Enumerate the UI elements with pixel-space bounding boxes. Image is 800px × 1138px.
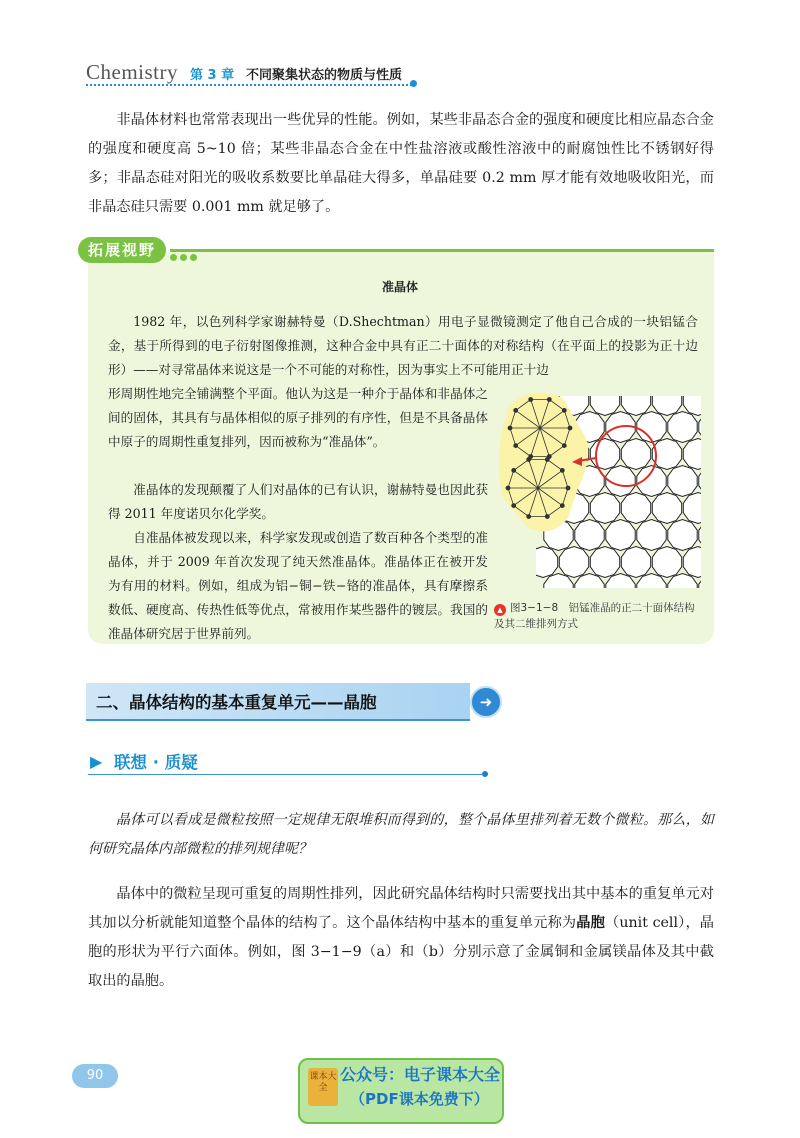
- header-rule-dot: [410, 80, 417, 87]
- think-rule: [88, 774, 488, 775]
- tiling-decagon: [559, 547, 588, 578]
- tiling-decagon: [621, 439, 650, 470]
- watermark-line-1: 公众号：电子课本大全: [340, 1065, 501, 1084]
- extension-rule: [170, 249, 714, 252]
- tiling-decagon: [668, 412, 697, 443]
- figure-caption-text: 图3−1−8 铝锰准晶的正二十面体结构及其二维排列方式: [494, 602, 695, 630]
- quasicrystal-figure: [498, 378, 703, 588]
- icosahedron-vertex: [514, 408, 518, 412]
- icosahedron-vertex: [545, 458, 549, 462]
- think-rule-dot: [482, 771, 488, 777]
- tiling-decagon: [652, 493, 681, 524]
- extension-paragraph-2: 准晶体的发现颠覆了人们对晶体的已有认识，谢赫特曼也因此获得 2011 年度诺贝尔化学奖。: [108, 482, 488, 521]
- extension-paragraph-3: 自准晶体被发现以来，科学家发现或创造了数百种各个类型的准晶体，并于 2009 年首次发现了纯天然准晶体。准晶体正在被开发为有用的材料。例如，组成为铝−铜−铁−铬的准晶体，具有摩擦系数低、硬度高、传热性低等优点，常被用作某些器件的镀层。我国的准晶体研究居于世界前列。: [108, 530, 488, 641]
- intro-paragraph: 非晶体材料也常常表现出一些优异的性能。例如，某些非晶态合金的强度和硬度比相应晶态合金的强度和硬度高 5~10 倍；某些非晶态合金在中性盐溶液或酸性溶液中的耐腐蚀性比不锈钢好得多；非晶态硅对阳光的吸收系数要比单晶硅大得多，单晶硅要 0.2 mm 厚才能有效地吸收阳光，而非晶态硅只需要 0.001 mm 就足够了。: [88, 112, 714, 215]
- tiling-decagon: [683, 439, 703, 470]
- extension-dots: [170, 246, 200, 265]
- play-arrow-icon: ▶: [90, 752, 103, 771]
- icosahedron-vertex: [527, 515, 531, 519]
- icosahedron-vertex: [545, 515, 549, 519]
- icosahedron-vertex: [508, 426, 512, 430]
- tiling-decagon: [606, 520, 635, 551]
- tiling-decagon: [699, 520, 703, 551]
- extension-paragraph-1: 1982 年，以色列科学家谢赫特曼（D.Shechtman）用电子显微镜测定了他自己合成的一块铝锰合金，基于所得到的电子衍射图像推测，这种合金中具有正二十面体的对称结构（在平面上的投影为正十边形）——对寻常晶体来说这是一个不可能的对称性，因为事实上不可能用正十边: [108, 314, 698, 377]
- tiling-decagon: [621, 385, 650, 416]
- chapter-number: 第 3 章: [190, 68, 235, 83]
- icosahedron-vertex: [566, 486, 570, 490]
- book-logo-icon: 课本大全: [308, 1068, 338, 1106]
- think-title: 联想 · 质疑: [114, 753, 198, 772]
- icosahedron-vertex: [527, 458, 531, 462]
- tiling-decagon: [652, 547, 681, 578]
- icosahedron-vertex: [512, 468, 516, 472]
- tiling-decagon: [668, 466, 697, 497]
- tiling-decagon: [699, 466, 703, 497]
- tiling-decagon: [683, 547, 703, 578]
- tiling-decagon: [590, 385, 619, 416]
- figure-caption: [494, 600, 704, 632]
- tiling-decagon: [683, 493, 703, 524]
- tiling-decagon: [621, 547, 650, 578]
- term-unit-cell: 晶胞: [576, 915, 606, 931]
- think-question: 晶体可以看成是微粒按照一定规律无限堆积而得到的，整个晶体里排列着无数个微粒。那么，如何研究晶体内部微粒的排列规律呢？: [88, 812, 714, 857]
- icosahedron-vertex: [506, 486, 510, 490]
- unit-cell-text-before: 晶体中的微粒呈现可重复的周期性排列，因此研究晶体结构时只需要找出其中基本的重复单元对其加以分析就能知道整个晶体的结构了。这个晶体结构中基本的重复单元称为: [88, 886, 714, 931]
- tiling-decagon: [528, 547, 557, 578]
- unit-cell-paragraph: [88, 880, 714, 996]
- tiling-decagon: [637, 520, 666, 551]
- icosahedron-vertex: [512, 504, 516, 508]
- subject-wordmark: Chemistry: [86, 60, 178, 84]
- chapter-title: 不同聚集状态的物质与性质: [246, 68, 403, 83]
- icosahedron-vertex: [568, 426, 572, 430]
- icosahedron-vertex: [547, 398, 551, 402]
- icosahedron-vertex: [560, 504, 564, 508]
- watermark-line-2: （PDF课本免费下）: [350, 1090, 489, 1108]
- tiling-decagon: [590, 547, 619, 578]
- tiling-decagon: [683, 385, 703, 416]
- quasicrystal-illustration: [498, 378, 703, 588]
- icosahedron-vertex: [560, 468, 564, 472]
- header-rule: [86, 84, 416, 86]
- tiling-decagon: [668, 520, 697, 551]
- tiling-decagon: [652, 385, 681, 416]
- extension-paragraph-1-continued: 形周期性地完全铺满整个平面。他认为这是一种介于晶体和非晶体之间的固体，其具有与晶体相似的原子排列的有序性，但是不具备晶体中原子的周期性重复排列，因而被称为“准晶体”。: [108, 386, 488, 449]
- tiling-decagon: [575, 520, 604, 551]
- icosahedron-vertex: [562, 408, 566, 412]
- icosahedron-vertex: [562, 444, 566, 448]
- section-title: 二、晶体结构的基本重复单元——晶胞: [96, 693, 377, 712]
- extension-title: 准晶体: [381, 280, 418, 294]
- tiling-decagon: [621, 493, 650, 524]
- arrow-right-icon: ➜: [470, 686, 502, 718]
- triangle-marker-icon: ▲: [494, 604, 506, 616]
- icosahedron-vertex: [514, 444, 518, 448]
- unit-cell-text-after: （unit cell），晶胞的形状为平行六面体。例如，图 3−1−9（a）和（b）分别示意了金属铜和金属镁晶体及其中截取出的晶胞。: [88, 915, 714, 989]
- extension-label: 拓展视野: [78, 237, 166, 263]
- tiling-decagon: [699, 412, 703, 443]
- tiling-decagon: [637, 412, 666, 443]
- page-number: 90: [72, 1064, 118, 1088]
- icosahedron-vertex: [529, 398, 533, 402]
- tiling-decagon: [590, 439, 619, 470]
- tiling-decagon: [590, 493, 619, 524]
